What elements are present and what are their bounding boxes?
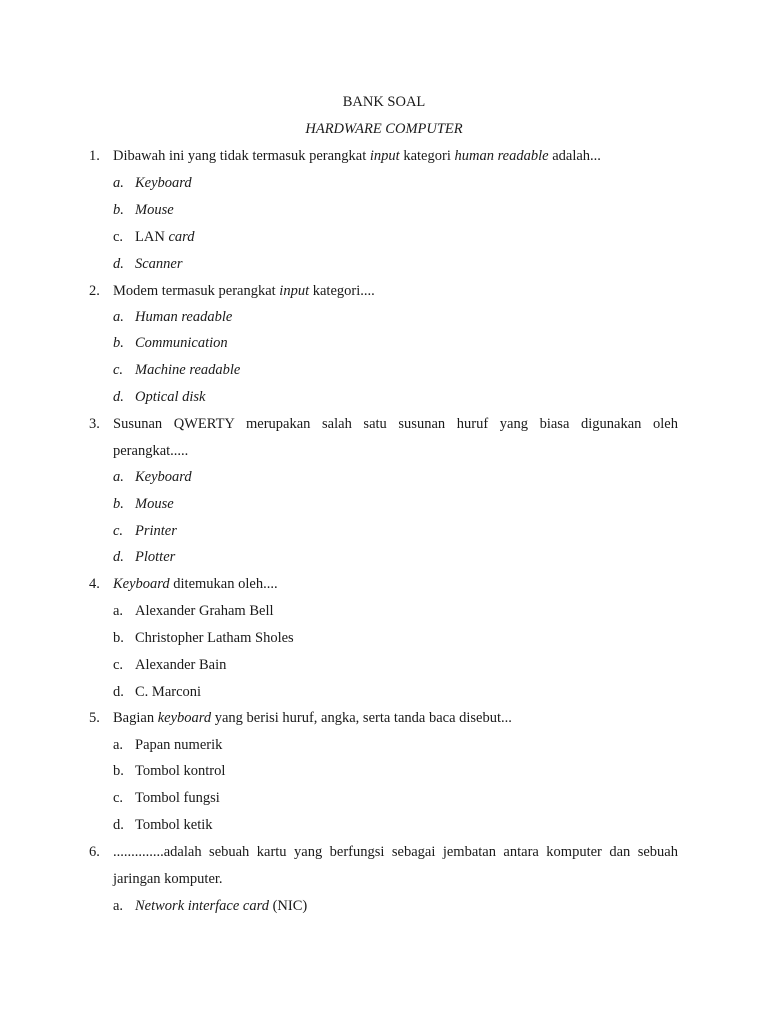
option-letter: a. [113, 603, 124, 619]
option-letter: c. [113, 523, 124, 539]
option-letter: d. [113, 549, 124, 565]
option-text: Mouse [135, 496, 174, 512]
option-letter: a. [113, 309, 124, 325]
option-letter: c. [113, 362, 124, 378]
option-letter: b. [113, 630, 124, 646]
option-text: Mouse [135, 202, 174, 218]
document-subtitle: HARDWARE COMPUTER [305, 121, 463, 137]
question-text-continued: perangkat..... [113, 443, 189, 459]
option-letter: b. [113, 335, 124, 351]
option-text: Alexander Graham Bell [135, 603, 274, 619]
option-text: Machine readable [135, 362, 241, 378]
option-text: Human readable [135, 309, 233, 325]
question-text: Modem termasuk perangkat input kategori.... [113, 283, 375, 299]
option-text: Papan numerik [135, 737, 223, 753]
option-text: Tombol kontrol [135, 763, 226, 779]
option-letter: a. [113, 469, 124, 485]
question-number: 6. [89, 844, 100, 860]
option-letter: d. [113, 684, 124, 700]
question-text: Keyboard ditemukan oleh.... [113, 576, 278, 592]
question-text: Susunan QWERTY merupakan salah satu susunan huruf yang biasa digunakan oleh [113, 416, 678, 432]
question-number: 4. [89, 576, 100, 592]
option-text: Christopher Latham Sholes [135, 630, 294, 646]
question-text: ..............adalah sebuah kartu yang berfungsi sebagai jembatan antara komputer dan sebuah [113, 844, 678, 860]
question-number: 5. [89, 710, 100, 726]
option-text: Tombol fungsi [135, 790, 220, 806]
question-number: 2. [89, 283, 100, 299]
question-text: Bagian keyboard yang berisi huruf, angka, serta tanda baca disebut... [113, 710, 512, 726]
option-text: Printer [135, 523, 177, 539]
option-text: Communication [135, 335, 228, 351]
option-text: Plotter [135, 549, 176, 565]
option-text: Scanner [135, 256, 183, 272]
option-letter: b. [113, 763, 124, 779]
option-letter: d. [113, 256, 124, 272]
option-text: Tombol ketik [135, 817, 213, 833]
option-letter: d. [113, 817, 124, 833]
option-letter: d. [113, 389, 124, 405]
option-text: Optical disk [135, 389, 206, 405]
question-number: 3. [89, 416, 100, 432]
option-text: C. Marconi [135, 684, 202, 700]
question-text: Dibawah ini yang tidak termasuk perangkat input kategori human readable adalah... [113, 148, 601, 164]
option-letter: b. [113, 202, 124, 218]
question-number: 1. [89, 148, 100, 164]
option-letter: a. [113, 898, 124, 914]
option-letter: a. [113, 175, 124, 191]
option-letter: b. [113, 496, 124, 512]
document-title: BANK SOAL [342, 94, 426, 110]
option-text: Alexander Bain [135, 657, 227, 673]
option-letter: c. [113, 229, 124, 245]
option-text: Keyboard [135, 175, 192, 191]
option-letter: c. [113, 657, 124, 673]
option-text: LAN card [135, 229, 195, 245]
option-letter: a. [113, 737, 124, 753]
option-text: Keyboard [135, 469, 192, 485]
option-text: Network interface card (NIC) [135, 898, 308, 914]
option-letter: c. [113, 790, 124, 806]
question-text-continued: jaringan komputer. [113, 871, 223, 887]
